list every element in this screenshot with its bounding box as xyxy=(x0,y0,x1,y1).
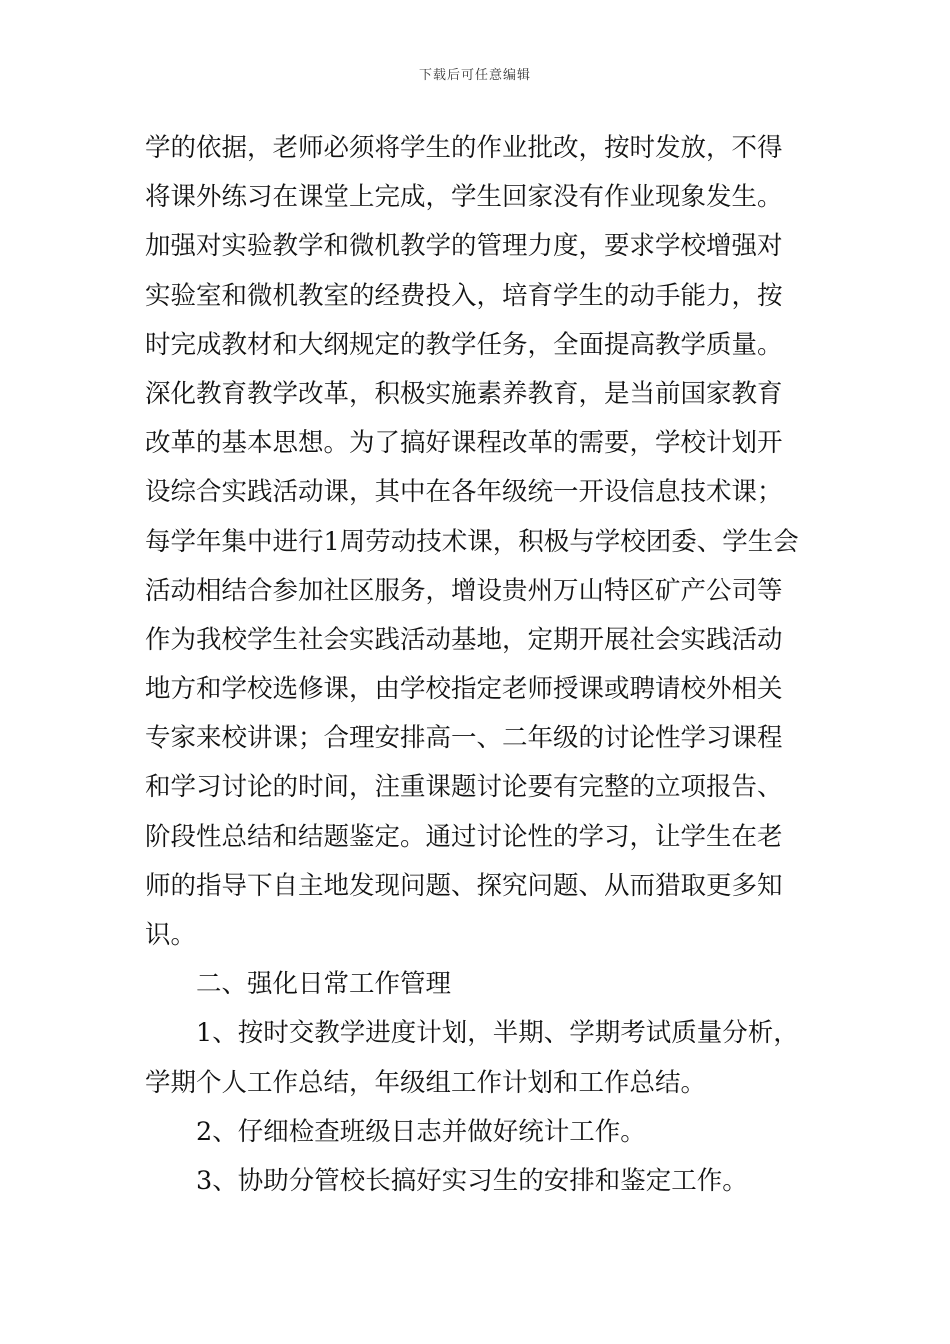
paragraph-line: 专家来校讲课；合理安排高一、二年级的讨论性学习课程 xyxy=(145,723,783,754)
paragraph-line: 和学习讨论的时间，注重课题讨论要有完整的立项报告、 xyxy=(145,772,783,803)
list-item-2: 2、仔细检查班级日志并做好统计工作。 xyxy=(196,1116,646,1147)
page-header: 下载后可任意编辑 xyxy=(418,68,531,83)
document-body xyxy=(145,124,810,1206)
paragraph-line: 作为我校学生社会实践活动基地，定期开展社会实践活动 xyxy=(145,624,783,655)
paragraph-line: 改革的基本思想。为了搞好课程改革的需要，学校计划开 xyxy=(145,428,783,459)
list-item-3: 3、协助分管校长搞好实习生的安排和鉴定工作。 xyxy=(196,1165,748,1196)
paragraph-line: 活动相结合参加社区服务，增设贵州万山特区矿产公司等 xyxy=(145,575,783,606)
paragraph-line: 识。 xyxy=(145,920,197,950)
paragraph-line: 实验室和微机教室的经费投入，培育学生的动手能力，按 xyxy=(145,280,783,311)
section-heading: 二、强化日常工作管理 xyxy=(196,969,452,1000)
paragraph-line: 阶段性总结和结题鉴定。通过讨论性的学习，让学生在老 xyxy=(145,821,783,852)
paragraph-line: 深化教育教学改革，积极实施素养教育，是当前国家教育 xyxy=(145,378,783,409)
paragraph-line: 地方和学校选修课，由学校指定老师授课或聘请校外相关 xyxy=(145,674,783,705)
paragraph-line: 加强对实验教学和微机教学的管理力度，要求学校增强对 xyxy=(145,231,783,262)
paragraph-line: 每学年集中进行1周劳动技术课，积极与学校团委、学生会 xyxy=(145,526,799,557)
paragraph-line: 学的依据，老师必须将学生的作业批改，按时发放，不得 xyxy=(145,133,783,163)
paragraph-line: 时完成教材和大纲规定的教学任务，全面提高教学质量。 xyxy=(145,329,783,360)
paragraph-line: 师的指导下自主地发现问题、探究问题、从而猎取更多知 xyxy=(145,870,783,901)
paragraph-line: 设综合实践活动课，其中在各年级统一开设信息技术课； xyxy=(145,477,783,508)
paragraph-line: 将课外练习在课堂上完成，学生回家没有作业现象发生。 xyxy=(145,182,783,213)
list-item-1-continued: 学期个人工作总结，年级组工作计划和工作总结。 xyxy=(145,1067,707,1098)
list-item-1: 1、按时交教学进度计划，半期、学期考试质量分析， xyxy=(196,1018,799,1049)
